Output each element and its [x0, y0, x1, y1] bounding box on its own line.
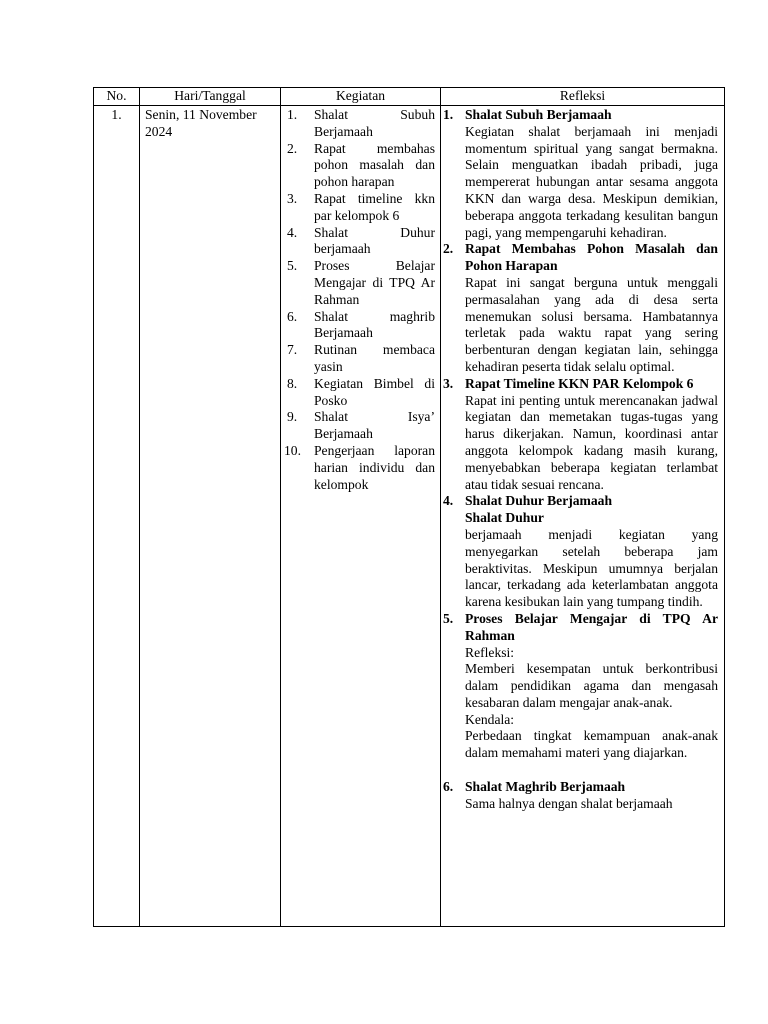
activity-text: Shalat Isya’ Berjamaah — [314, 409, 435, 442]
activity-item — [285, 107, 435, 141]
reflection-body: Sama halnya dengan shalat berjamaah — [465, 795, 673, 811]
reflection-body: Rapat ini sangat berguna untuk menggali permasalahan yang ada di desa serta menemukan solusi bersama. Hambatannya terletak pada waktu rapat yang sering berbenturan dengan kegiatan lain, sehingga kehadiran peserta tidak selalu optimal. — [465, 274, 718, 374]
reflection-title: Rapat Timeline KKN PAR Kelompok 6 — [465, 375, 694, 391]
activity-text: Rapat timeline kkn par kelompok 6 — [314, 190, 435, 223]
activity-item — [285, 309, 435, 343]
reflection-number: 1. — [443, 107, 454, 122]
reflection-body: Memberi kesempatan untuk berkontribusi dalam pendidikan agama dan mengasah kesabaran dalam mengajar anak-anak. — [465, 661, 718, 710]
activity-log-table — [93, 87, 725, 927]
activity-item — [285, 342, 435, 376]
activity-number: 6. — [287, 308, 298, 324]
activity-number: 1. — [287, 107, 298, 122]
reflection-item — [443, 493, 718, 611]
activities-cell — [281, 106, 441, 927]
activity-number: 5. — [287, 258, 298, 274]
activity-text: Rutinan membaca yasin — [314, 342, 435, 374]
reflection-title: Shalat Maghrib Berjamaah — [465, 779, 626, 795]
table-header-row — [94, 88, 725, 106]
activity-item — [285, 225, 435, 259]
reflection-number: 3. — [443, 375, 454, 391]
obstacle-label: Kendala: — [465, 711, 515, 727]
activity-number: 3. — [287, 190, 298, 206]
reflection-label: Refleksi: — [465, 644, 515, 660]
activity-text: Kegiatan Bimbel di Posko — [314, 375, 435, 408]
activity-item — [285, 443, 435, 493]
reflection-item — [443, 779, 718, 813]
obstacle-body: Perbedaan tingkat kemampuan anak-anak dalam memahami materi yang diajarkan. — [465, 728, 718, 761]
activity-text: Shalat Duhur berjamaah — [314, 224, 435, 257]
reflection-body: Rapat ini penting untuk merencanakan jadwal kegiatan dan memetakan tugas-tugas yang harus dikerjakan. Namun, koordinasi antar anggota kelompok kadang masih kurang, menyebabkan beberapa kegiatan terlambat atau tidak sesuai rencana. — [465, 392, 718, 492]
header-reflection: Refleksi — [441, 88, 725, 106]
activity-text: Shalat maghrib Berjamaah — [314, 308, 435, 341]
reflection-title: Proses Belajar Mengajar di TPQ Ar Rahman — [465, 610, 718, 643]
reflection-title: Rapat Membahas Pohon Masalah dan Pohon Harapan — [465, 241, 718, 274]
row-date: Senin, 11 November 2024 — [140, 106, 281, 927]
activity-number: 8. — [287, 375, 298, 391]
spacer — [465, 762, 718, 779]
reflection-item — [443, 611, 718, 779]
reflection-number: 6. — [443, 779, 454, 795]
reflection-number: 5. — [443, 610, 454, 626]
reflection-body: Kegiatan shalat berjamaah ini menjadi momentum spiritual yang sangat bermakna. Selain menguatkan ibadah pribadi, juga mempererat hubungan antar sesama anggota KKN dan warga desa. Meskipun demikian, beberapa anggota terkadang kesulitan bangun pagi, yang mempengaruhi kehadiran. — [465, 123, 718, 240]
activity-text: Rapat membahas pohon masalah dan pohon harapan — [314, 140, 435, 190]
activity-item — [285, 376, 435, 410]
reflection-body: berjamaah menjadi kegiatan yang menyegarkan setelah beberapa jam beraktivitas. Meskipun umumnya berjalan lancar, terkadang ada keterlambatan anggota karena kesibukan lain yang tumpang tindih. — [465, 526, 718, 610]
reflection-item — [443, 376, 718, 494]
activity-number: 9. — [287, 409, 298, 425]
header-no: No. — [94, 88, 140, 106]
activity-number: 2. — [287, 140, 298, 156]
reflection-number: 2. — [443, 241, 454, 257]
activity-item — [285, 141, 435, 191]
reflection-title: Shalat Duhur Berjamaah — [465, 493, 613, 509]
activity-item — [285, 191, 435, 225]
activity-text: Shalat Subuh Berjamaah — [314, 107, 435, 139]
activity-number: 7. — [287, 342, 298, 358]
activity-text: Proses Belajar Mengajar di TPQ Ar Rahman — [314, 258, 435, 307]
reflection-cell — [441, 106, 725, 927]
header-date: Hari/Tanggal — [140, 88, 281, 106]
reflection-number: 4. — [443, 493, 454, 509]
activity-item — [285, 258, 435, 308]
activity-item — [285, 409, 435, 443]
activity-number: 4. — [287, 224, 298, 240]
table-row — [94, 106, 725, 927]
activity-text: Pengerjaan laporan harian individu dan kelompok — [314, 442, 435, 492]
reflection-list — [443, 107, 718, 813]
activity-number: 10. — [284, 442, 301, 458]
reflection-title: Shalat Subuh Berjamaah — [465, 107, 612, 122]
reflection-item — [443, 241, 718, 375]
reflection-subtitle: Shalat Duhur — [465, 510, 544, 526]
row-number: 1. — [94, 106, 140, 927]
reflection-item — [443, 107, 718, 241]
header-activities: Kegiatan — [281, 88, 441, 106]
activities-list — [285, 107, 435, 493]
